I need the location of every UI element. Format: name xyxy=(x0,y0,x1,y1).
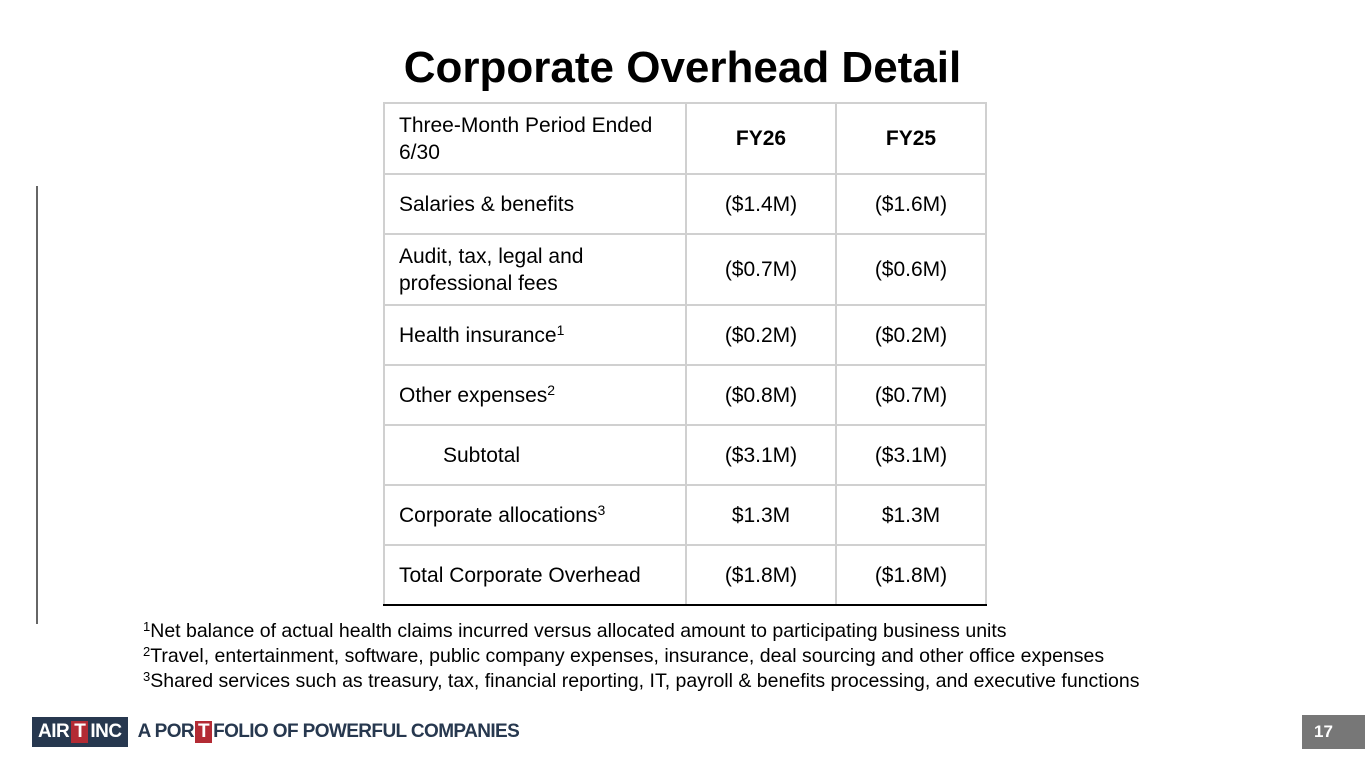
row-label: Health insurance xyxy=(399,323,557,347)
table-row xyxy=(384,365,986,425)
footnote xyxy=(143,644,1139,669)
table-row xyxy=(384,234,986,305)
row-fy26-value: ($1.4M) xyxy=(686,174,836,234)
row-fy26-value: ($1.8M) xyxy=(686,545,836,605)
footnote-number: 3 xyxy=(143,669,151,684)
footer-branding xyxy=(32,717,519,747)
row-label: Subtotal xyxy=(443,443,521,467)
row-label: Corporate allocations xyxy=(399,503,598,527)
header-fy25: FY25 xyxy=(836,103,986,174)
footnote-number: 1 xyxy=(143,619,151,634)
table-header-row xyxy=(384,103,986,174)
left-divider-line xyxy=(36,186,38,624)
overhead-table xyxy=(383,102,987,606)
row-label: Total Corporate Overhead xyxy=(399,563,641,587)
row-fy26-value: ($0.8M) xyxy=(686,365,836,425)
table-row xyxy=(384,305,986,365)
company-logo: AIR T INC xyxy=(32,717,128,747)
company-tagline: A POR T FOLIO OF POWERFUL COMPANIES xyxy=(137,721,520,742)
row-label: Other expenses xyxy=(399,383,548,407)
footnote xyxy=(143,669,1139,694)
footnote-marker: 3 xyxy=(597,501,606,518)
table-row xyxy=(384,485,986,545)
row-label: Audit, tax, legal and professional fees xyxy=(399,244,584,295)
footnote-text: Travel, entertainment, software, public company expenses, insurance, deal sourcing and other office expenses xyxy=(150,645,1105,667)
row-fy26-value: ($3.1M) xyxy=(686,425,836,485)
subtotal-row xyxy=(384,425,986,485)
row-label: Salaries & benefits xyxy=(399,192,575,216)
footnote-text: Shared services such as treasury, tax, financial reporting, IT, payroll & benefits processing, and executive functions xyxy=(150,670,1140,692)
footnotes xyxy=(143,619,1139,694)
footnote xyxy=(143,619,1139,644)
row-fy25-value: ($0.7M) xyxy=(836,365,986,425)
row-fy25-value: ($1.8M) xyxy=(836,545,986,605)
row-fy25-value: ($0.6M) xyxy=(836,234,986,305)
header-fy26: FY26 xyxy=(686,103,836,174)
row-fy26-value: ($0.2M) xyxy=(686,305,836,365)
row-fy25-value: ($0.2M) xyxy=(836,305,986,365)
header-period-label: Three-Month Period Ended 6/30 xyxy=(384,103,686,174)
footnote-number: 2 xyxy=(143,644,151,659)
row-fy25-value: ($3.1M) xyxy=(836,425,986,485)
footnote-marker: 2 xyxy=(547,381,556,398)
footnote-text: Net balance of actual health claims incurred versus allocated amount to participating business units xyxy=(150,620,1007,642)
row-fy26-value: $1.3M xyxy=(686,485,836,545)
footnote-marker: 1 xyxy=(556,321,565,338)
slide-title: Corporate Overhead Detail xyxy=(403,43,962,92)
table-row xyxy=(384,174,986,234)
row-fy25-value: ($1.6M) xyxy=(836,174,986,234)
row-fy26-value: ($0.7M) xyxy=(686,234,836,305)
page-number-badge: 17 xyxy=(1302,715,1365,749)
total-row xyxy=(384,545,986,605)
row-fy25-value: $1.3M xyxy=(836,485,986,545)
